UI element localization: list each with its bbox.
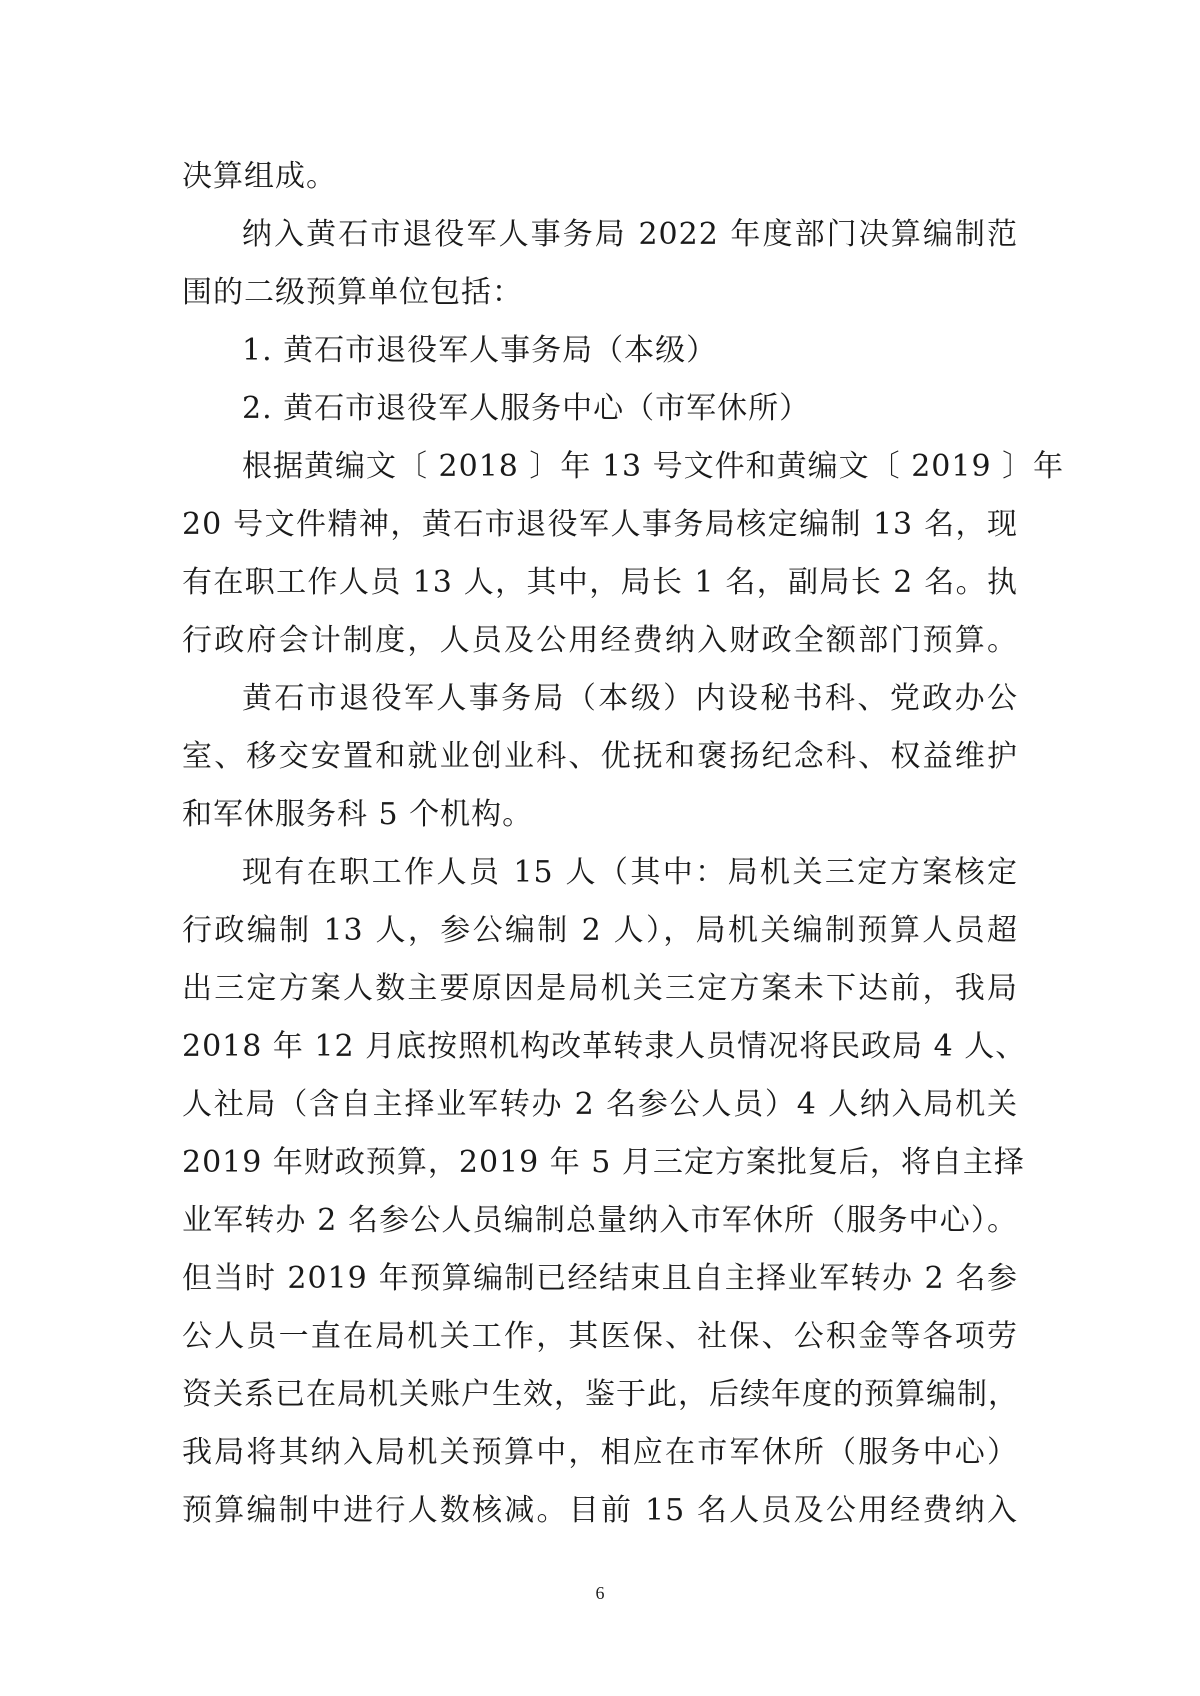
text-line: 业军转办 2 名参公人员编制总量纳入市军休所（服务中心）。: [182, 1203, 1018, 1238]
text-line: 和军休服务科 5 个机构。: [182, 797, 534, 832]
text-line: 行政编制 13 人，参公编制 2 人），局机关编制预算人员超: [182, 913, 1018, 948]
text-line: 公人员一直在局机关工作，其医保、社保、公积金等各项劳: [182, 1319, 1018, 1354]
text-line: 现有在职工作人员 15 人（其中：局机关三定方案核定: [242, 855, 1018, 890]
text-line: 2019 年财政预算，2019 年 5 月三定方案批复后，将自主择: [182, 1145, 1025, 1180]
text-line: 黄石市退役军人事务局（本级）内设秘书科、党政办公: [242, 681, 1018, 716]
list-item: 2. 黄石市退役军人服务中心（市军休所）: [242, 391, 811, 426]
document-body: [182, 148, 1065, 1540]
text-line: 有在职工作人员 13 人，其中，局长 1 名，副局长 2 名。执: [182, 565, 1018, 600]
text-line: 预算编制中进行人数核减。目前 15 名人员及公用经费纳入: [182, 1493, 1018, 1528]
text-line: 2018 年 12 月底按照机构改革转隶人员情况将民政局 4 人、: [182, 1029, 1027, 1064]
text-line: 但当时 2019 年预算编制已经结束且自主择业军转办 2 名参: [182, 1261, 1018, 1296]
text-line: 出三定方案人数主要原因是局机关三定方案未下达前，我局: [182, 971, 1018, 1006]
text-line: 人社局（含自主择业军转办 2 名参公人员）4 人纳入局机关: [182, 1087, 1018, 1122]
list-item: 1. 黄石市退役军人事务局（本级）: [242, 333, 718, 368]
text-line: 根据黄编文〔 2018 〕年 13 号文件和黄编文〔 2019 〕年: [242, 449, 1065, 484]
page-number: 6: [595, 1583, 605, 1603]
text-line: 20 号文件精神，黄石市退役军人事务局核定编制 13 名，现: [182, 507, 1018, 542]
text-line: 我局将其纳入局机关预算中，相应在市军休所（服务中心）: [182, 1435, 1018, 1470]
text-line: 围的二级预算单位包括：: [182, 275, 523, 310]
text-line: 纳入黄石市退役军人事务局 2022 年度部门决算编制范: [242, 217, 1018, 252]
text-line: 决算组成。: [182, 159, 337, 194]
text-line: 行政府会计制度，人员及公用经费纳入财政全额部门预算。: [182, 623, 1018, 658]
text-line: 资关系已在局机关账户生效，鉴于此，后续年度的预算编制，: [182, 1377, 1019, 1412]
text-line: 室、移交安置和就业创业科、优抚和褒扬纪念科、权益维护: [182, 739, 1018, 774]
